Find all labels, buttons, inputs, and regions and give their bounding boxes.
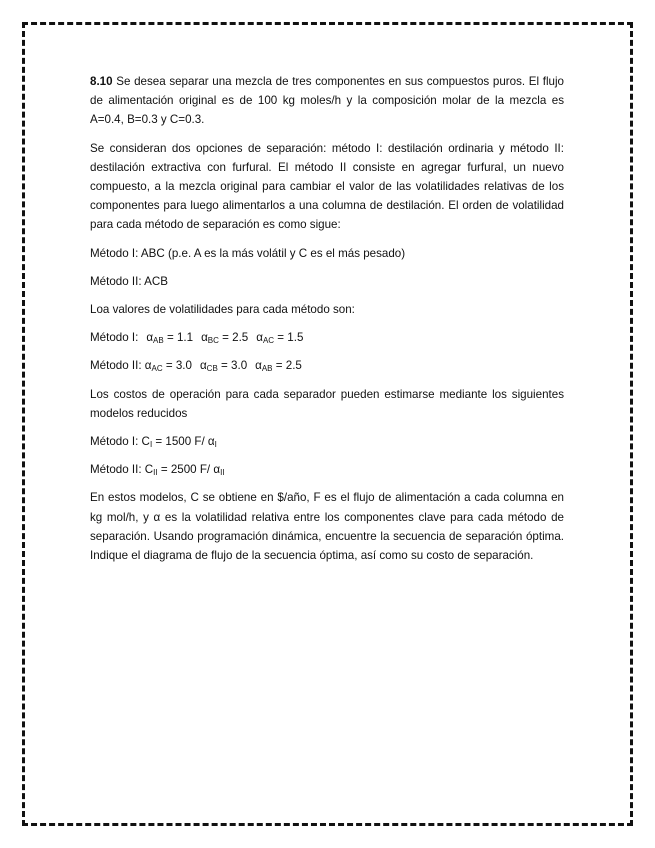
intro-paragraph: [90, 72, 564, 130]
cost-method-1: Método I: $C_I = 1500$ F/ $\alpha_I$: [90, 435, 217, 450]
volatility-method-2: Método II: $\alpha_{AC} = 3.0$ $\alpha_{CB} = 3.0$ $\alpha_{AB} = 2.5$: [90, 359, 302, 374]
order-method-1: Método I: ABC (p.e. A es la más volátil y C es el más pesado): [90, 246, 406, 260]
options-paragraph: Se consideran dos opciones de separación: método I: destilación ordinaria y método II: destilación extractiva con furfural. El método II consiste en agregar furfural, un nuevo compuesto, a la mezcla original para cambiar el valor de las volatilidades relativas de los componentes para luego alimentarlos a una columna de destilación. El orden de volatilidad para cada método de separación es como sigue:: [90, 141, 564, 232]
problem-number: 8.10: [90, 75, 113, 88]
order-method-2: Método II: ACB: [90, 274, 168, 288]
volatility-intro: Loa valores de volatilidades para cada método son:: [90, 303, 355, 317]
cost-method-2: Método II: $C_{II} = 2500$ F/ $\alpha_{II}$: [90, 463, 225, 478]
problem-text: [90, 72, 564, 574]
intro-text: Se desea separar una mezcla de tres componentes en sus compuestos puros. El flujo de alimentación original es de 100 kg moles/h y la composición molar de la mezcla es A=0.4, B=0.3 y C=0.3.: [90, 75, 564, 127]
volatility-method-1: Método I: $\alpha_{AB} = 1.1$ $\alpha_{BC} = 2.5$ $\alpha_{AC} = 1.5$: [90, 331, 304, 346]
closing-paragraph: En estos modelos, C se obtiene en $/año, F es el flujo de alimentación a cada columna en kg mol/h, y α es la volatilidad relativa entre los componentes clave para cada método de separación. Usando programación dinámica, encuentre la secuencia de separación óptima. Indique el diagrama de flujo de la secuencia óptima, así como su costo de separación.: [90, 491, 564, 563]
costs-intro: Los costos de operación para cada separador pueden estimarse mediante los siguientes modelos reducidos: [90, 387, 564, 420]
